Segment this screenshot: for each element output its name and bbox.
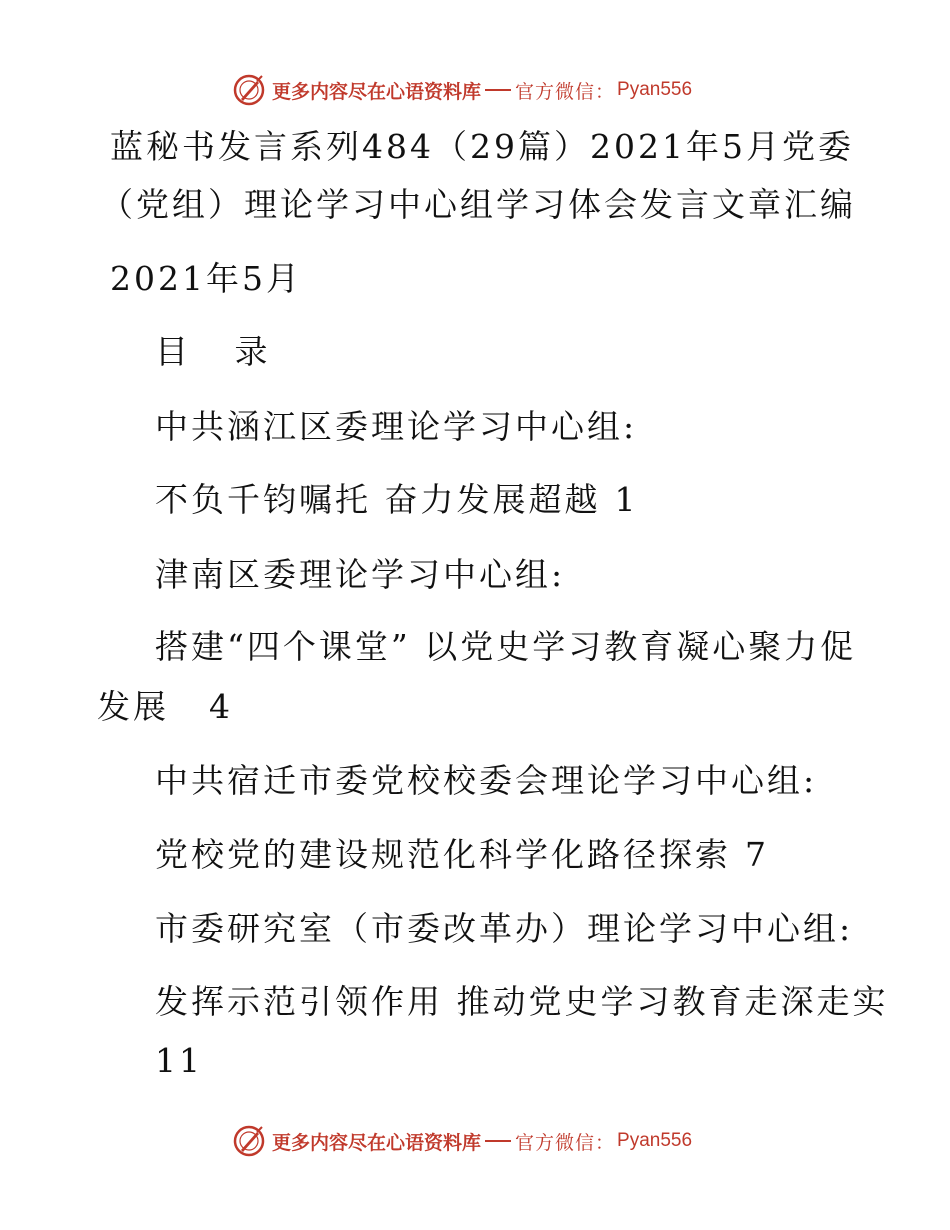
watermark-official-label: 官方微信： (515, 80, 616, 103)
watermark-brand: 更多内容尽在心语资料库 (272, 1131, 482, 1154)
watermark-brand: 更多内容尽在心语资料库 (272, 80, 482, 103)
toc-entry-page: 7 (745, 835, 769, 874)
toc-entry-org: 中共涵江区委理论学习中心组: (155, 407, 638, 446)
document-title-line-1: 蓝秘书发言系列484（29篇）2021年5月党委 (110, 127, 854, 166)
toc-entry-title (155, 480, 639, 519)
footer-watermark (232, 1121, 692, 1161)
toc-entry-org: 中共宿迁市委党校校委会理论学习中心组: (155, 761, 818, 800)
header-watermark (232, 70, 692, 110)
toc-entry-page: 11 (155, 1041, 203, 1080)
watermark-dash (485, 89, 511, 91)
watermark-wechat-id: Pyan556 (617, 1130, 693, 1151)
toc-entry-org: 津南区委理论学习中心组: (155, 555, 566, 594)
toc-entry-page: 4 (209, 687, 233, 726)
toc-entry-title-continued (97, 687, 233, 726)
toc-heading: 目 录 (155, 332, 286, 371)
document-title-line-2: （党组）理论学习中心组学习体会发言文章汇编 (100, 185, 856, 224)
toc-entry-title (155, 835, 769, 874)
toc-entry-title: 搭建“四个课堂” 以党史学习教育凝心聚力促 (155, 627, 857, 666)
toc-entry-title-text: 党校党的建设规范化科学化路径探索 (155, 835, 731, 874)
quill-pen-circle-icon (232, 73, 266, 107)
watermark-official-label: 官方微信： (515, 1131, 616, 1154)
toc-entry-page: 1 (614, 480, 639, 519)
watermark-dash (485, 1140, 511, 1142)
watermark-wechat-id: Pyan556 (617, 79, 693, 100)
toc-entry-title-text: 不负千钧嘱托 奋力发展超越 (155, 480, 601, 519)
toc-entry-title-text: 发展 (97, 687, 169, 726)
toc-entry-org: 市委研究室（市委改革办）理论学习中心组: (155, 909, 854, 948)
quill-pen-circle-icon (232, 1124, 266, 1158)
document-date: 2021年5月 (110, 259, 302, 298)
toc-entry-title: 发挥示范引领作用 推动党史学习教育走深走实 (155, 982, 889, 1021)
